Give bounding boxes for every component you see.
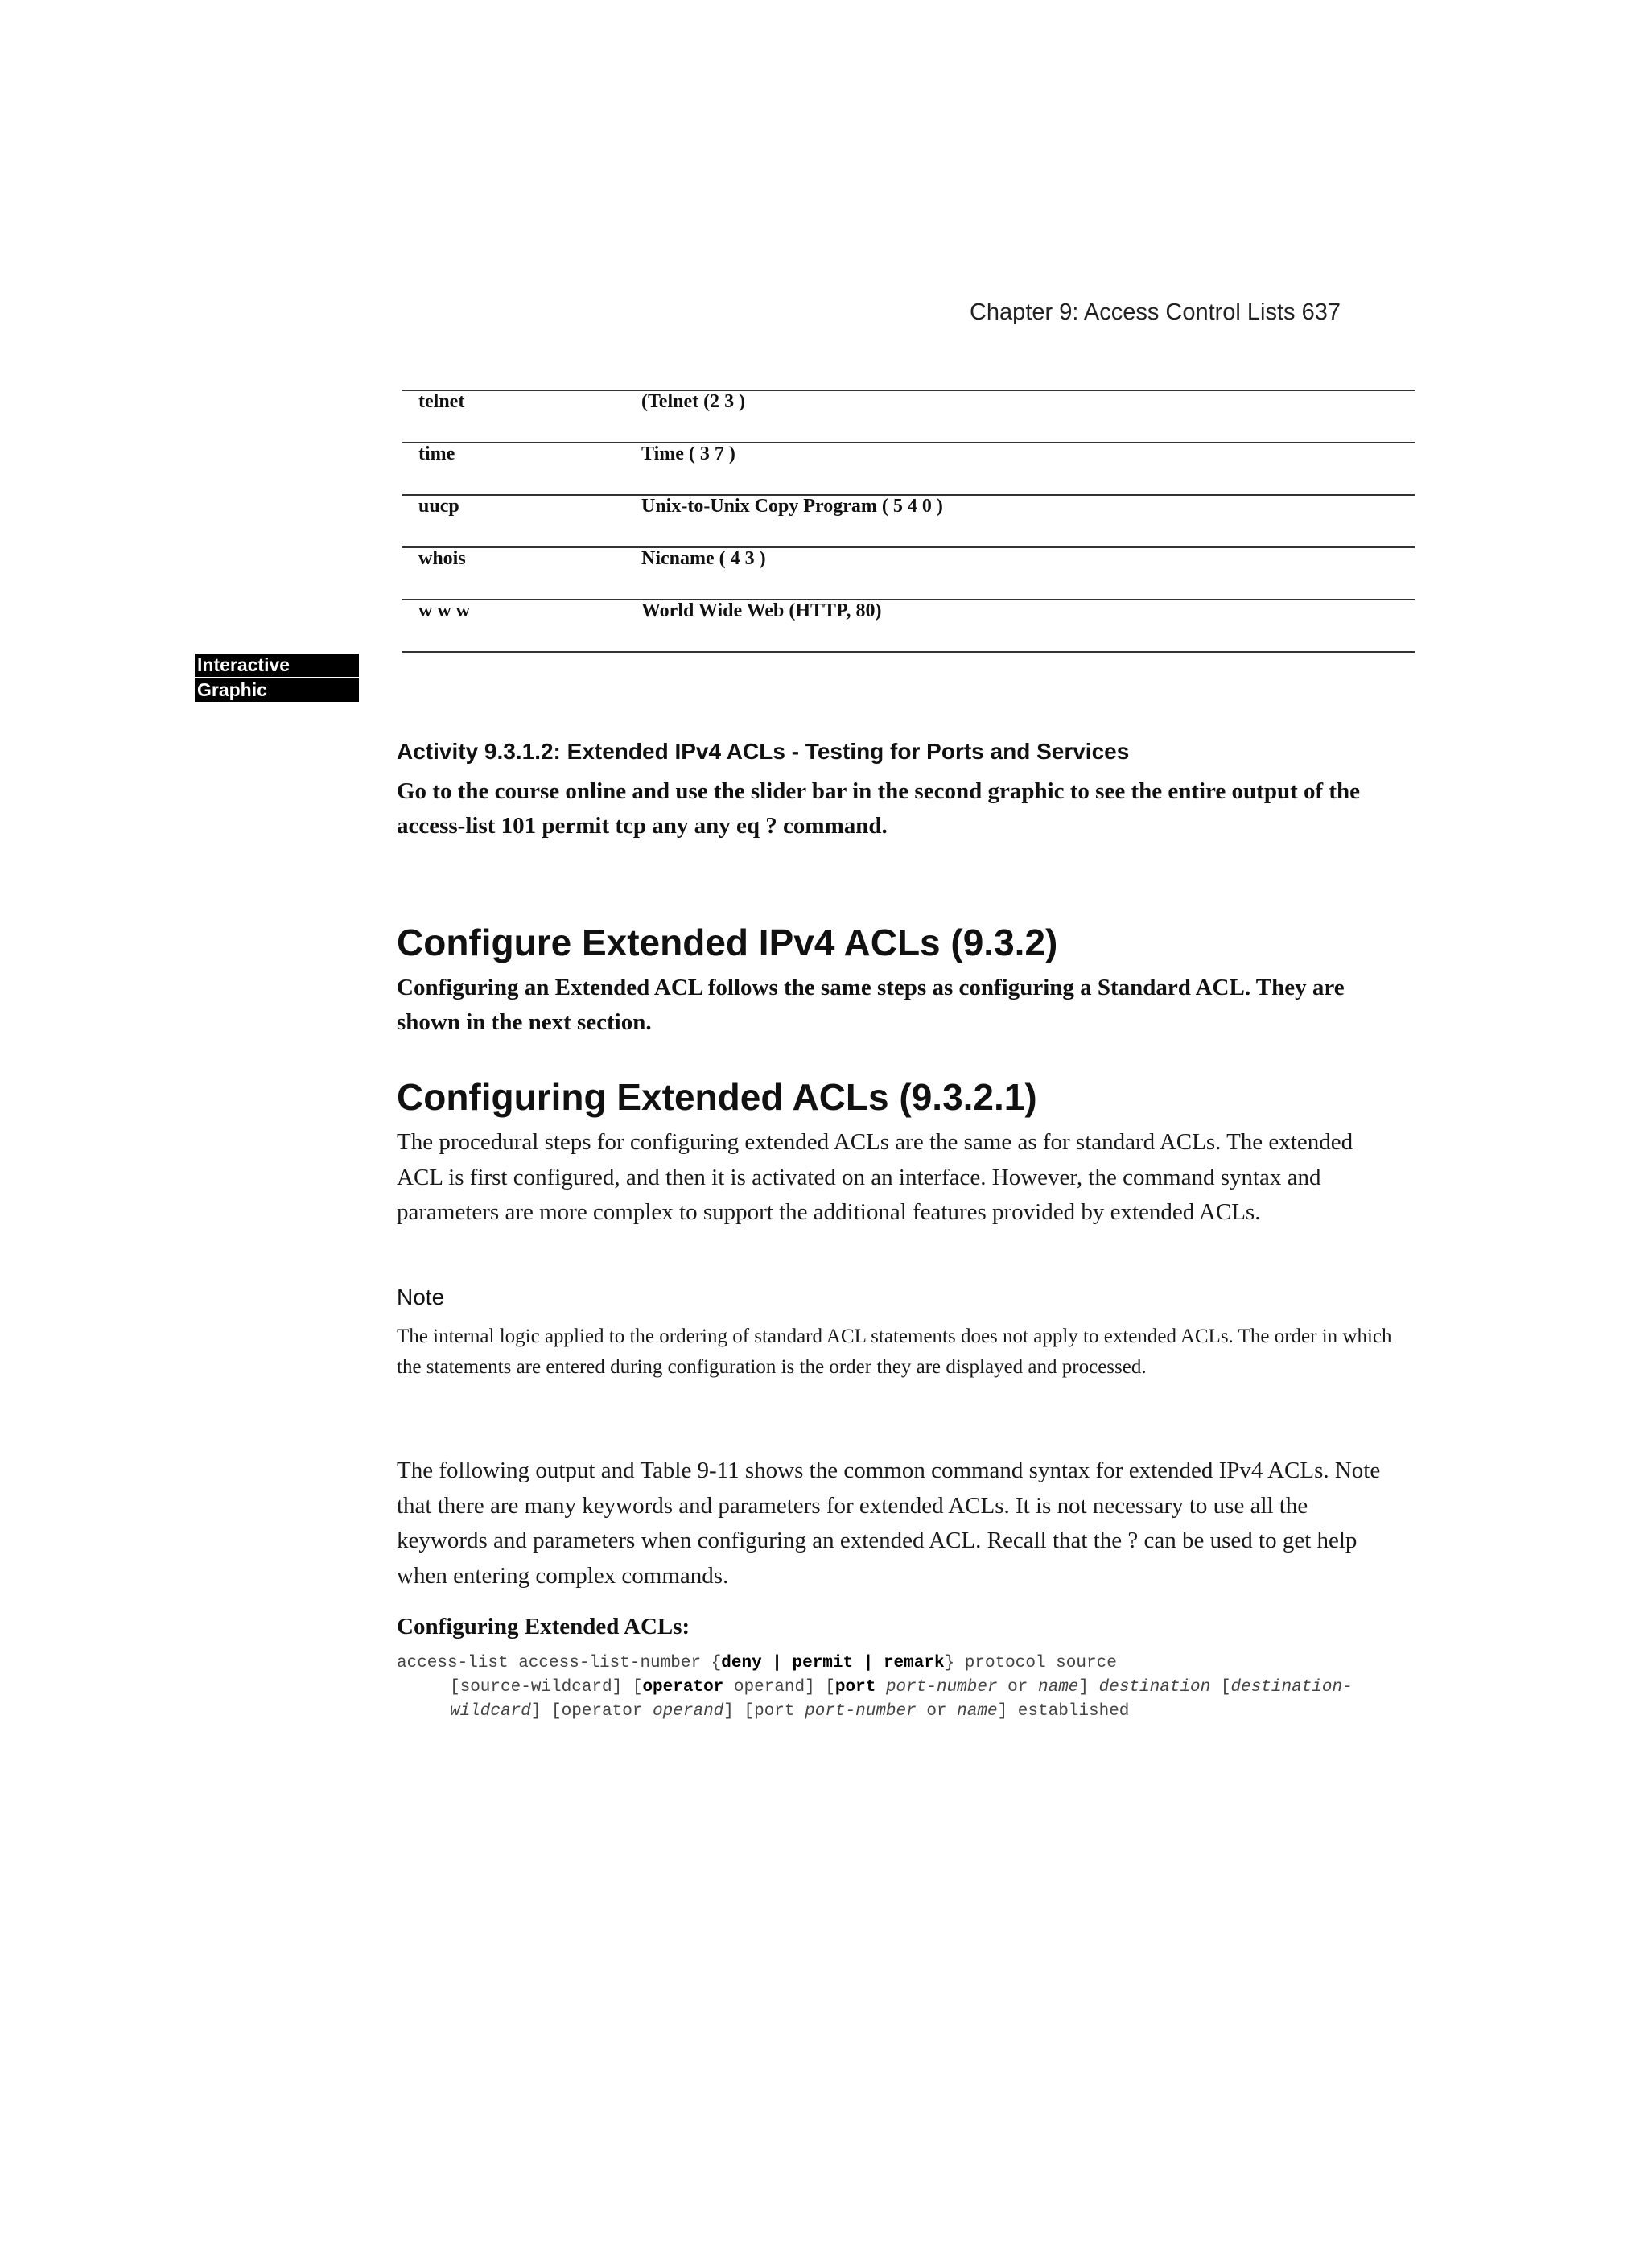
- syntax-text: ]: [1078, 1678, 1099, 1697]
- syntax-text: } protocol source: [944, 1654, 1117, 1672]
- syntax-text: ] [operator: [530, 1702, 653, 1721]
- table-row: [402, 443, 1415, 495]
- port-description: (Telnet (2 3 ): [641, 390, 1415, 443]
- badge-line: Graphic: [195, 678, 359, 702]
- syntax-text: or: [997, 1678, 1038, 1697]
- activity-body: Go to the course online and use the slider bar in the second graphic to see the entire output of the access-list 101 permit tcp any any eq ? command.: [397, 778, 1361, 839]
- command-syntax: [397, 1652, 1411, 1724]
- syntax-argument: wildcard: [450, 1702, 531, 1721]
- ports-table: [402, 390, 1415, 653]
- syntax-text: [: [1210, 1678, 1231, 1697]
- syntax-keyword: port: [834, 1678, 876, 1697]
- syntax-text: [source-wildcard] [: [450, 1678, 643, 1697]
- syntax-keyword: deny: [721, 1654, 762, 1672]
- body-paragraph: The procedural steps for configuring extended ACLs are the same as for standard ACLs. The extended ACL is first configured, and then it is activated on an interface. However, the command syntax and parameters are more complex to support the additional features provided by extended ACLs.: [397, 1129, 1353, 1225]
- port-keyword: telnet: [402, 390, 641, 443]
- syntax-text: |: [761, 1654, 793, 1672]
- port-description: Unix-to-Unix Copy Program ( 5 4 0 ): [641, 495, 1415, 547]
- section-lead: Configuring an Extended ACL follows the same steps as configuring a Standard ACL. They are shown in the next section.: [397, 975, 1345, 1035]
- syntax-text: or: [916, 1702, 958, 1721]
- port-description: Time ( 3 7 ): [641, 443, 1415, 495]
- port-description: Nicname ( 4 3 ): [641, 547, 1415, 600]
- section-heading: Configuring Extended ACLs (9.3.2.1): [397, 1076, 1037, 1118]
- port-keyword: w w w: [402, 600, 641, 652]
- section-heading: Configure Extended IPv4 ACLs (9.3.2): [397, 922, 1058, 963]
- syntax-argument: port-number: [805, 1702, 917, 1721]
- syntax-text: [876, 1678, 886, 1697]
- syntax-argument: name: [957, 1702, 998, 1721]
- running-head: Chapter 9: Access Control Lists 637: [969, 299, 1341, 325]
- table-row: [402, 495, 1415, 547]
- syntax-keyword: operator: [642, 1678, 724, 1697]
- syntax-text: operand] [: [723, 1678, 835, 1697]
- port-keyword: uucp: [402, 495, 641, 547]
- interactive-graphic-badge: [195, 654, 359, 703]
- port-description: World Wide Web (HTTP, 80): [641, 600, 1415, 652]
- syntax-keyword: remark: [883, 1654, 945, 1672]
- syntax-text: ] [port: [723, 1702, 805, 1721]
- syntax-line: [397, 1652, 1411, 1676]
- syntax-text: |: [853, 1654, 884, 1672]
- port-keyword: time: [402, 443, 641, 495]
- syntax-argument: name: [1037, 1678, 1079, 1697]
- port-keyword: whois: [402, 547, 641, 600]
- syntax-text: access-list access-list-number {: [397, 1654, 722, 1672]
- badge-line: Interactive: [195, 654, 359, 677]
- table-row: [402, 600, 1415, 652]
- syntax-argument: destination-: [1230, 1678, 1353, 1697]
- syntax-keyword: permit: [792, 1654, 854, 1672]
- table-row: [402, 390, 1415, 443]
- syntax-argument: port-number: [885, 1678, 998, 1697]
- note-label: Note: [397, 1285, 445, 1309]
- syntax-line: [397, 1700, 1411, 1724]
- syntax-argument: operand: [653, 1702, 724, 1721]
- syntax-argument: destination: [1098, 1678, 1211, 1697]
- note-body: The internal logic applied to the ordering of standard ACL statements does not apply to extended ACLs. The order in which the statements are entered during configuration is the order they are displayed and processed.: [397, 1326, 1392, 1378]
- body-paragraph: The following output and Table 9-11 shows the common command syntax for extended IPv4 ACLs. Note that there are many keywords and parameters for extended ACLs. It is not necessary to use all the keywords and parameters when configuring an extended ACL. Recall that the ? can be used to get help when entering complex commands.: [397, 1458, 1381, 1589]
- syntax-title: Configuring Extended ACLs:: [397, 1614, 690, 1639]
- syntax-text: ] established: [997, 1702, 1130, 1721]
- table-row: [402, 547, 1415, 600]
- syntax-line: [397, 1676, 1411, 1700]
- activity-title: Activity 9.3.1.2: Extended IPv4 ACLs - Testing for Ports and Services: [397, 739, 1130, 764]
